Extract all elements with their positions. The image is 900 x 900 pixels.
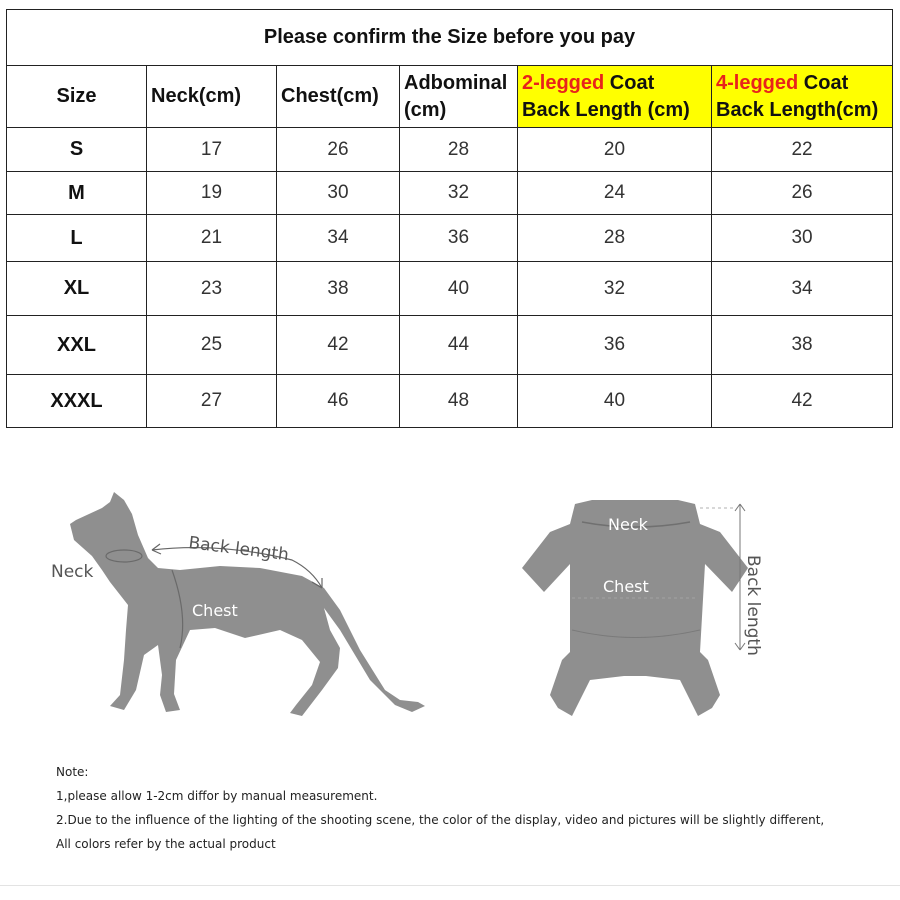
cell-chest: 46 [277, 375, 400, 428]
cat-chest-label: Chest [192, 601, 238, 620]
coat-measurement-illustration [500, 480, 800, 730]
cell-neck: 25 [147, 316, 277, 375]
header-size: Size [7, 66, 147, 128]
cell-two-legged: 28 [518, 215, 712, 262]
header-four-legged-coat [712, 66, 893, 128]
table-title: Please confirm the Size before you pay [7, 10, 893, 66]
cell-chest: 26 [277, 128, 400, 172]
cell-chest: 34 [277, 215, 400, 262]
size-chart-table [6, 9, 893, 428]
cell-two-legged: 36 [518, 316, 712, 375]
cell-chest: 42 [277, 316, 400, 375]
header-abdominal-line2: (cm) [404, 98, 447, 121]
note-line-3: All colors refer by the actual product [56, 837, 276, 851]
cell-two-legged: 24 [518, 172, 712, 215]
cell-chest: 38 [277, 262, 400, 316]
cell-two-legged: 32 [518, 262, 712, 316]
cell-four-legged: 26 [712, 172, 893, 215]
header-abdominal [400, 66, 518, 128]
cell-neck: 23 [147, 262, 277, 316]
header-four-legged-coat-word: Coat [798, 71, 849, 94]
header-neck: Neck(cm) [147, 66, 277, 128]
cell-four-legged: 38 [712, 316, 893, 375]
table-row [7, 375, 893, 428]
bottom-divider [0, 885, 900, 886]
header-chest: Chest(cm) [277, 66, 400, 128]
cell-two-legged: 40 [518, 375, 712, 428]
table-row [7, 172, 893, 215]
cat-measurement-illustration [40, 480, 440, 730]
cell-abdominal: 28 [400, 128, 518, 172]
cell-abdominal: 48 [400, 375, 518, 428]
coat-back-length-label: Back length [743, 555, 763, 656]
cell-four-legged: 30 [712, 215, 893, 262]
table-row [7, 262, 893, 316]
cell-size: L [7, 215, 147, 262]
cell-four-legged: 34 [712, 262, 893, 316]
note-line-1: 1,please allow 1-2cm diffor by manual measurement. [56, 789, 378, 803]
note-heading: Note: [56, 765, 89, 779]
cell-abdominal: 40 [400, 262, 518, 316]
cell-chest: 30 [277, 172, 400, 215]
header-four-legged-line2: Back Length(cm) [716, 98, 879, 121]
cell-four-legged: 22 [712, 128, 893, 172]
cell-neck: 17 [147, 128, 277, 172]
cat-neck-label: Neck [51, 562, 94, 582]
note-line-2: 2.Due to the influence of the lighting of the shooting scene, the color of the display, video and pictures will be slightly different, [56, 813, 825, 827]
table-header-row [7, 66, 893, 128]
cell-size: XL [7, 262, 147, 316]
cat-silhouette [70, 492, 425, 716]
header-two-legged-line2: Back Length (cm) [522, 98, 690, 121]
header-four-legged-red: 4-legged [716, 71, 799, 94]
cell-neck: 19 [147, 172, 277, 215]
cell-abdominal: 44 [400, 316, 518, 375]
cell-two-legged: 20 [518, 128, 712, 172]
table-row [7, 316, 893, 375]
coat-chest-label: Chest [603, 577, 649, 596]
coat-neck-label: Neck [608, 515, 648, 534]
cell-neck: 21 [147, 215, 277, 262]
table-row [7, 215, 893, 262]
cell-size: S [7, 128, 147, 172]
cell-four-legged: 42 [712, 375, 893, 428]
header-abdominal-line1: Adbominal [404, 71, 508, 94]
header-two-legged-coat [518, 66, 712, 128]
cell-neck: 27 [147, 375, 277, 428]
cat-back-length-label: Back length [187, 533, 290, 566]
cell-size: M [7, 172, 147, 215]
cell-size: XXL [7, 316, 147, 375]
header-two-legged-red: 2-legged [522, 71, 605, 94]
table-row [7, 128, 893, 172]
cell-abdominal: 36 [400, 215, 518, 262]
cell-abdominal: 32 [400, 172, 518, 215]
cell-size: XXXL [7, 375, 147, 428]
header-two-legged-coat-word: Coat [604, 71, 655, 94]
